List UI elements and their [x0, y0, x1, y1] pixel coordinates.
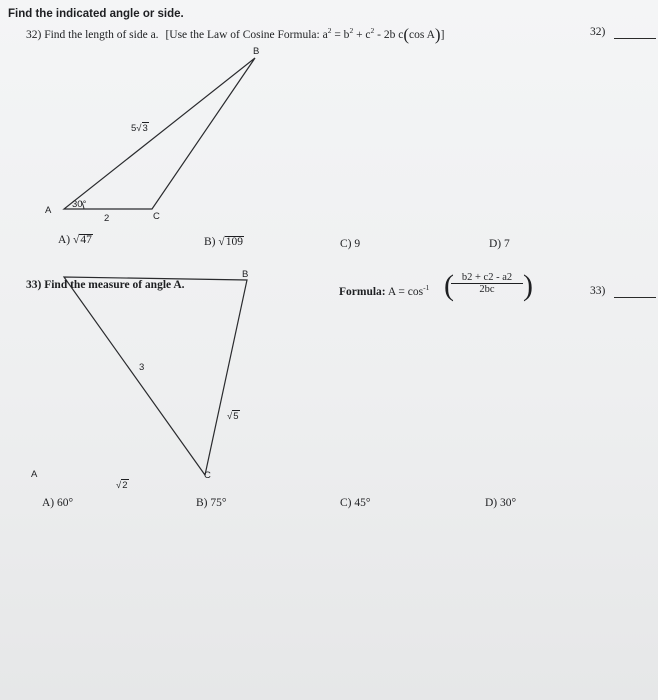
q33-answer-blank[interactable]: [614, 297, 656, 298]
q33-formula: Formula: $A = \cos^{-1}$: [339, 283, 430, 298]
q32-answer-label: 32): [590, 26, 606, 38]
q33-side-bc-label: √5: [227, 411, 239, 422]
q33-vertex-b: B: [242, 269, 249, 280]
q32-choice-c[interactable]: C) 9: [340, 238, 361, 250]
q32-side-ac-label: 2: [104, 213, 110, 224]
q33-triangle-outline: [64, 277, 247, 475]
q33-vertex-a: A: [31, 469, 38, 480]
q32-choice-d[interactable]: D) 7: [489, 238, 510, 250]
q32-angle-label: 30°: [72, 199, 87, 210]
worksheet-title: Find the indicated angle or side.: [8, 8, 184, 20]
q33-choice-b[interactable]: B) 75°: [196, 497, 227, 509]
q33-side-ab-label: 3: [139, 362, 145, 373]
q33-formula-right-paren: ): [523, 269, 533, 302]
q32-text: 32) Find the length of side a.: [26, 28, 159, 41]
q33-prompt: 33) Find the measure of angle A.: [26, 279, 185, 291]
q33-choice-d[interactable]: D) 30°: [485, 497, 517, 509]
q33-choice-c[interactable]: C) 45°: [340, 497, 371, 509]
q33-formula-left-paren: (: [444, 269, 454, 302]
q33-formula-fraction: $\frac{b2 + c2 - a2}{2bc}$: [451, 272, 523, 295]
q32-vertex-c: C: [153, 211, 160, 222]
q32-choice-a[interactable]: A) √47: [58, 234, 92, 246]
q33-answer-label: 33): [590, 285, 606, 297]
q32-vertex-a: A: [45, 205, 52, 216]
q33-choice-a[interactable]: A) 60°: [42, 497, 74, 509]
q32-choice-b[interactable]: B) √109: [204, 236, 243, 248]
q32-hint: [Use the Law of Cosine Formula: $a^2 = b^2 + c^2 - 2b$ c(cos A)]: [165, 24, 445, 44]
q32-side-ab-label: 5√3: [131, 123, 148, 134]
q32-triangle-outline: [64, 58, 255, 209]
q33-vertex-c: C: [204, 470, 211, 481]
q32-vertex-b: B: [253, 46, 260, 57]
q33-side-ac-label: √2: [116, 480, 128, 491]
